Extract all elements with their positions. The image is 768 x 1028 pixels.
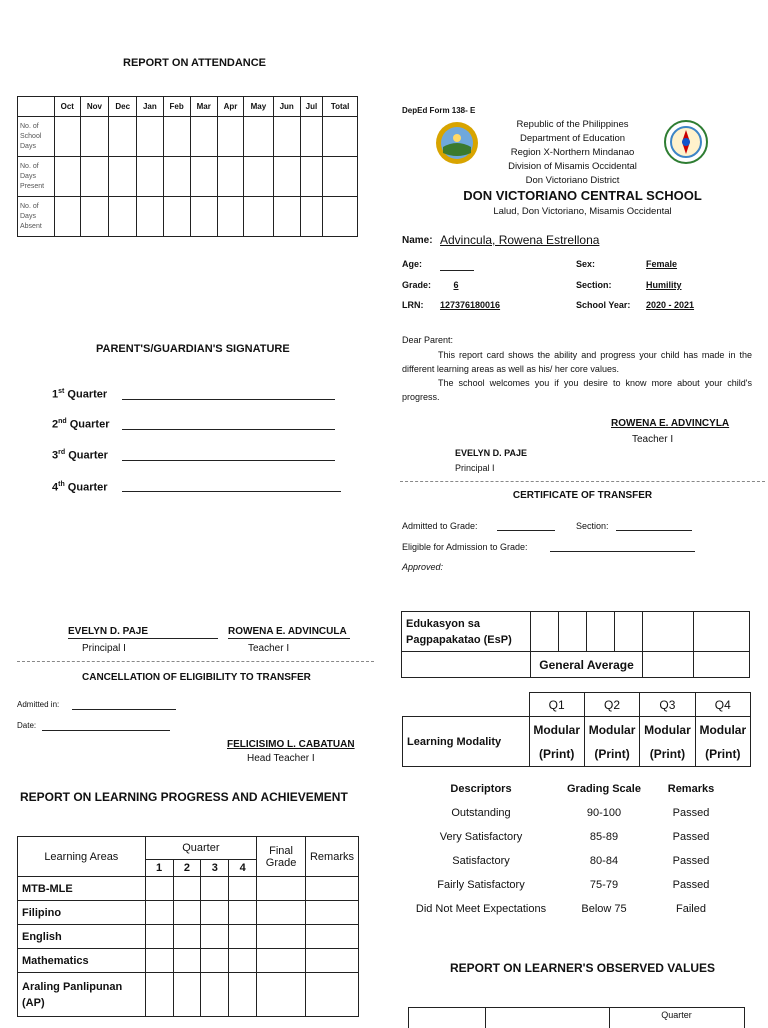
month-header: Jul: [300, 97, 322, 117]
descriptor-cell: Passed: [672, 831, 710, 843]
month-header: Oct: [55, 97, 81, 117]
descriptor-header: Descriptors: [450, 783, 512, 795]
transfer-section-label: Section:: [576, 521, 609, 531]
modality-quarter: Q4: [695, 693, 750, 717]
grade-label: Grade:: [402, 280, 432, 290]
esp-table: [401, 611, 750, 678]
section-value: Humility: [646, 280, 682, 290]
age-value: [440, 259, 474, 271]
signature-line[interactable]: [122, 460, 335, 461]
quarter-num: 4: [229, 860, 257, 877]
descriptor-cell: 85-89: [589, 831, 619, 843]
letter-principal-name: EVELYN D. PAJE: [455, 448, 528, 458]
subject-row: Filipino: [18, 901, 146, 925]
descriptor-cell: Did Not Meet Expectations: [415, 903, 547, 915]
quarter-4-signature: 4th Quarter: [52, 481, 108, 494]
values-col-quarter: Quarter: [661, 1010, 692, 1020]
quarter-num: 3: [201, 860, 229, 877]
modality-quarter: Q1: [529, 693, 584, 717]
admitted-in-label: Admitted in:: [17, 700, 60, 709]
transfer-section-field[interactable]: [616, 530, 692, 531]
approved-label: Approved:: [402, 562, 444, 572]
grade-value: 6: [453, 280, 459, 290]
learning-progress-title: REPORT ON LEARNING PROGRESS AND ACHIEVEMENT: [20, 790, 348, 804]
descriptor-cell: Below 75: [581, 903, 627, 915]
col-final-grade: Final Grade: [257, 837, 306, 877]
month-header: Mar: [190, 97, 217, 117]
student-name: Advincula, Rowena Estrellona: [440, 233, 600, 247]
descriptors-table: [406, 777, 730, 921]
age-label: Age:: [402, 259, 422, 269]
modality-value: Modular (Print): [584, 717, 639, 767]
col-learning-areas: Learning Areas: [18, 837, 146, 877]
cut-line: [17, 661, 374, 662]
school-seal: [664, 120, 708, 164]
teacher-title: Teacher I: [248, 643, 290, 654]
descriptor-cell: Fairly Satisfactory: [437, 879, 525, 891]
attendance-title: REPORT ON ATTENDANCE: [123, 57, 266, 69]
deped-seal: [435, 121, 479, 165]
lrn-label: LRN:: [402, 300, 424, 310]
quarter-num: 2: [173, 860, 201, 877]
descriptor-cell: Passed: [672, 855, 710, 867]
attendance-row-label: No. of Days Present: [18, 157, 55, 197]
letter-teacher-title: Teacher I: [632, 434, 674, 445]
descriptor-cell: Passed: [672, 807, 710, 819]
date-label: Date:: [17, 721, 37, 730]
school-header: Republic of the Philippines Department of Education Region X-Northern Mindanao Division of Misamis Occidental Don Victoriano District: [508, 119, 637, 186]
sex-label: Sex:: [576, 259, 596, 269]
eligible-grade-label: Eligible for Admission to Grade:: [402, 542, 528, 552]
head-teacher-name: FELICISIMO L. CABATUAN: [227, 739, 355, 750]
principal-name: EVELYN D. PAJE: [68, 626, 149, 637]
cancellation-title: CANCELLATION OF ELIGIBILITY TO TRANSFER: [82, 672, 311, 683]
month-header: May: [244, 97, 274, 117]
col-quarter: Quarter: [145, 837, 257, 860]
principal-title: Principal I: [82, 643, 126, 654]
descriptor-header: Grading Scale: [567, 783, 641, 795]
subject-row: Araling Panlipunan (AP): [18, 973, 146, 1017]
attendance-row-label: No. of Days Absent: [18, 197, 55, 237]
head-teacher-title: Head Teacher I: [247, 753, 315, 764]
month-header: Apr: [217, 97, 243, 117]
descriptor-cell: 90-100: [586, 807, 622, 819]
month-header: Nov: [80, 97, 109, 117]
school-year-label: School Year:: [576, 300, 631, 310]
attendance-table: [17, 96, 358, 237]
school-address: Lalud, Don Victoriano, Misamis Occidental: [493, 206, 672, 217]
attendance-row-label: No. of School Days: [18, 117, 55, 157]
school-name: DON VICTORIANO CENTRAL SCHOOL: [463, 188, 702, 203]
observed-values-table: [408, 1007, 745, 1028]
quarter-num: 1: [145, 860, 173, 877]
letter-paragraph-1: This report card shows the ability and progress your child has made in the different learning areas as well as his/ her core values.: [402, 350, 752, 374]
descriptor-cell: Outstanding: [451, 807, 511, 819]
transfer-title: CERTIFICATE OF TRANSFER: [512, 490, 653, 501]
observed-values-title: REPORT ON LEARNER'S OBSERVED VALUES: [449, 961, 716, 975]
month-header: Jun: [273, 97, 300, 117]
col-remarks: Remarks: [306, 837, 359, 877]
modality-quarter: Q3: [640, 693, 695, 717]
general-average-label: General Average: [531, 652, 643, 678]
signature-line[interactable]: [122, 429, 335, 430]
letter-paragraph-2: The school welcomes you if you desire to know more about your child's progress.: [402, 378, 752, 402]
admitted-in-field[interactable]: [72, 709, 176, 710]
month-header: Feb: [163, 97, 190, 117]
admitted-grade-label: Admitted to Grade:: [402, 521, 478, 531]
letter-teacher-name: ROWENA E. ADVINCYLA: [611, 418, 730, 429]
descriptor-cell: Passed: [672, 879, 710, 891]
subject-row: MTB-MLE: [18, 877, 146, 901]
subject-row: Mathematics: [18, 949, 146, 973]
modality-value: Modular (Print): [695, 717, 750, 767]
form-label: DepEd Form 138- E: [402, 106, 476, 115]
lrn-value: 127376180016: [440, 300, 501, 310]
month-header: Jan: [137, 97, 163, 117]
modality-label: Learning Modality: [403, 717, 530, 767]
letter-principal-title: Principal I: [455, 463, 495, 473]
quarter-1-signature: 1st Quarter: [52, 388, 108, 401]
cut-line: [400, 481, 765, 482]
parent-signature-title: PARENT'S/GUARDIAN'S SIGNATURE: [96, 343, 290, 355]
descriptor-cell: Very Satisfactory: [439, 831, 523, 843]
learning-progress-table: [17, 836, 359, 1017]
section-label: Section:: [576, 280, 612, 290]
letter-greeting: Dear Parent:: [402, 335, 454, 345]
descriptor-cell: Failed: [676, 903, 706, 915]
signature-line[interactable]: [122, 399, 335, 400]
modality-value: Modular (Print): [640, 717, 695, 767]
admitted-grade-field[interactable]: [497, 530, 555, 531]
modality-value: Modular (Print): [529, 717, 584, 767]
teacher-name: ROWENA E. ADVINCULA: [228, 626, 347, 637]
quarter-2-signature: 2nd Quarter: [52, 418, 110, 431]
sex-value: Female: [646, 259, 678, 269]
name-label: Name:: [402, 235, 433, 246]
esp-subject: Edukasyon sa Pagpapakatao (EsP): [402, 612, 531, 652]
modality-quarter: Q2: [584, 693, 639, 717]
month-header: Dec: [109, 97, 137, 117]
date-field[interactable]: [42, 730, 170, 731]
descriptor-cell: Satisfactory: [452, 855, 510, 867]
descriptor-header: Remarks: [667, 783, 715, 795]
school-year-value: 2020 - 2021: [646, 300, 695, 310]
signature-line[interactable]: [122, 491, 341, 492]
quarter-3-signature: 3rd Quarter: [52, 449, 108, 462]
subject-row: English: [18, 925, 146, 949]
modality-table: [402, 692, 751, 767]
descriptor-cell: 75-79: [589, 879, 619, 891]
month-header: Total: [323, 97, 358, 117]
eligible-grade-field[interactable]: [550, 551, 695, 552]
descriptor-cell: 80-84: [589, 855, 619, 867]
